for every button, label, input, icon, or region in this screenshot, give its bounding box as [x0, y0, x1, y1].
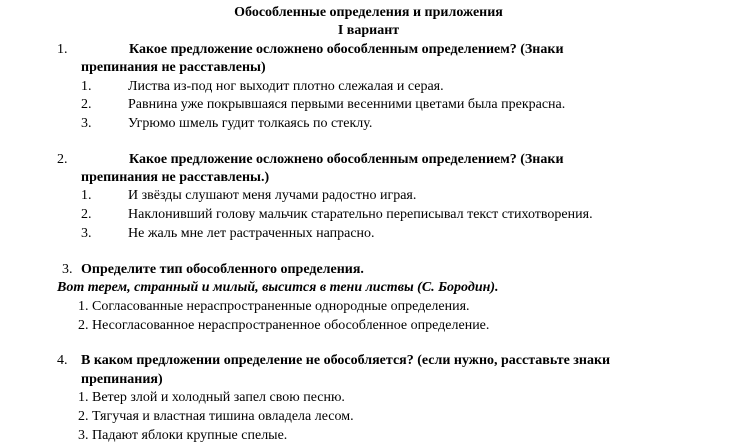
question-number: 2.	[57, 152, 68, 167]
option-text: 1. Согласованные нераспространенные однородные определения.	[78, 299, 470, 314]
option-text: Наклонивший голову мальчик старательно переписывал текст стихотворения.	[128, 207, 593, 222]
option-text: Угрюмо шмель гудит толкаясь по стеклу.	[128, 116, 373, 131]
option-text: Равнина уже покрывшаяся первыми весенними цветами была прекрасна.	[128, 97, 566, 112]
question-prompt: В каком предложении определение не обособляется? (если нужно, расставьте знаки	[81, 353, 611, 368]
option-number: 3.	[81, 116, 92, 131]
option-number: 3.	[81, 226, 92, 241]
option-text: 2. Тягучая и властная тишина овладела лесом.	[78, 409, 354, 424]
option-text: И звёзды слушают меня лучами радостно играя.	[128, 188, 417, 203]
option-text: Не жаль мне лет растраченных напрасно.	[128, 226, 375, 241]
question-prompt: Какое предложение осложнено обособленным определением? (Знаки	[129, 42, 564, 57]
question-prompt-cont: препинания)	[81, 372, 163, 387]
question-number: 3.	[62, 262, 73, 277]
option-text: 1. Ветер злой и холодный запел свою песню.	[78, 390, 345, 405]
question-number: 4.	[57, 353, 68, 368]
option-text: Листва из-под ног выходит плотно слежалая и серая.	[128, 79, 444, 94]
question-prompt: Какое предложение осложнено обособленным определением? (Знаки	[129, 152, 564, 167]
variant-label: I вариант	[337, 23, 400, 38]
option-number: 1.	[81, 188, 92, 203]
question-prompt: Определите тип обособленного определения.	[81, 262, 364, 277]
option-number: 2.	[81, 207, 92, 222]
page-title: Обособленные определения и приложения	[234, 5, 503, 20]
question-prompt-cont: препинания не расставлены)	[81, 60, 266, 75]
option-number: 1.	[81, 79, 92, 94]
option-number: 2.	[81, 97, 92, 112]
quote-sentence: Вот терем, странный и милый, высится в тени листвы (С. Бородин).	[57, 280, 499, 295]
question-number: 1.	[57, 42, 68, 57]
question-prompt-cont: препинания не расставлены.)	[81, 170, 270, 185]
option-text: 2. Несогласованное нераспространенное обособленное определение.	[78, 318, 490, 333]
option-text: 3. Падают яблоки крупные спелые.	[78, 428, 288, 443]
